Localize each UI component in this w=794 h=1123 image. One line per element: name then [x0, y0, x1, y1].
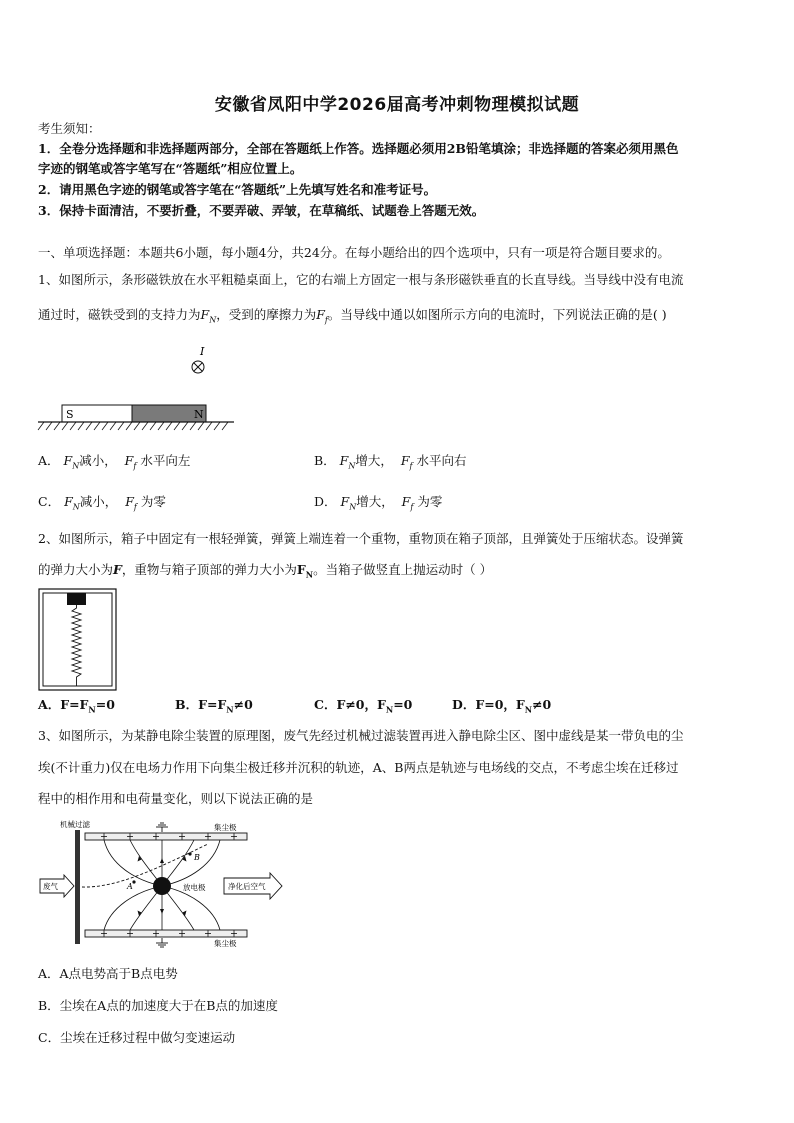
- point-b-label: B: [194, 853, 200, 862]
- q1-option-a[interactable]: [38, 452, 190, 476]
- notice-item-2: 2．请用黑色字迹的钢笔或答字笔在“答题纸”上先填写姓名和准考证号。: [38, 182, 437, 197]
- q3-option-c[interactable]: C．尘埃在迁移过程中做匀变速运动: [38, 1030, 236, 1045]
- magnet-n-label: N: [194, 408, 204, 421]
- option-text-2: 水平向右: [416, 453, 467, 468]
- option-text-1: 减小，: [79, 453, 117, 468]
- filter-label: 机械过滤: [60, 820, 90, 829]
- option-text: D．F=0，F: [452, 697, 525, 712]
- option-text-2: 为零: [140, 494, 166, 509]
- collector-top-label: 集尘极: [214, 823, 237, 832]
- q3-precipitator-figure: [38, 818, 288, 952]
- notice-item-1-cont: 字迹的钢笔或答字笔写在“答题纸”相应位置上。: [38, 161, 303, 176]
- q2-line2-b: ，重物与箱子顶部的弹力大小为: [121, 562, 297, 577]
- notice-item-1: 1．全卷分选择题和非选择题两部分，全部在答题纸上作答。选择题必须用2B铅笔填涂；非选择题的答案必须用黑色: [38, 141, 679, 156]
- option-text: A．F=F: [38, 697, 89, 712]
- ff-sub: f: [410, 502, 414, 512]
- ff-symbol: F: [401, 494, 411, 509]
- fn-symbol: F: [340, 494, 350, 509]
- q3-line3: 程中的相作用和电荷量变化，则以下说法正确的是: [38, 791, 314, 806]
- fn-sub: N: [348, 461, 356, 471]
- option-letter: B．: [314, 453, 336, 468]
- q2-line2-c: 。当箱子做竖直上抛运动时（ ）: [313, 562, 493, 577]
- option-text-2: 水平向左: [140, 453, 191, 468]
- magnet-s-label: S: [66, 408, 74, 421]
- option-tail: ≠0: [233, 697, 253, 712]
- q3-line2: 埃(不计重力)仅在电场力作用下向集尘极迁移并沉积的轨迹，A、B两点是轨迹与电场线的交点，不考虑尘埃在迁移过: [38, 760, 679, 775]
- q3-line1: 3、如图所示，为某静电除尘装置的原理图，废气先经过机械过滤装置再进入静电除尘区、图中虚线是某一带负电的尘: [38, 728, 684, 743]
- q2-option-b[interactable]: [175, 696, 253, 719]
- point-a-marker: [132, 880, 135, 883]
- q1-option-c[interactable]: [38, 493, 166, 517]
- q2-box-figure: [38, 588, 118, 692]
- option-letter: A．: [38, 453, 60, 468]
- q3-option-b[interactable]: B．尘埃在A点的加速度大于在B点的加速度: [38, 998, 278, 1013]
- fn-sub: N: [72, 461, 80, 471]
- q1-option-b[interactable]: [314, 452, 466, 476]
- current-label: I: [200, 345, 205, 358]
- ff-symbol: F: [400, 453, 410, 468]
- option-text: C．F≠0，F: [314, 697, 386, 712]
- option-letter: D．: [314, 494, 337, 509]
- ff-sub: f: [133, 461, 137, 471]
- option-tail: ≠0: [532, 697, 552, 712]
- q2-option-d[interactable]: [452, 696, 551, 719]
- option-text-2: 为零: [417, 494, 443, 509]
- option-sub: N: [385, 704, 394, 715]
- discharge-electrode: [153, 877, 171, 895]
- point-b-marker: [188, 852, 191, 855]
- weight-block: [67, 593, 86, 605]
- q3-option-a[interactable]: A．A点电势高于B点电势: [38, 966, 178, 981]
- fn-symbol: F: [339, 453, 349, 468]
- notice-heading: 考生须知：: [38, 121, 101, 136]
- ff-symbol: F: [125, 494, 134, 509]
- q2-line1: 2、如图所示，箱子中固定有一根轻弹簧，弹簧上端连着一个重物，重物顶在箱子顶部，且弹簧处于压缩状态。设弹簧: [38, 531, 684, 546]
- ground-bottom-icon: [156, 938, 168, 947]
- q2-line2-a: 的弹力大小为: [38, 562, 114, 577]
- q1-ff-symbol: F: [316, 307, 325, 322]
- section-heading: 一、单项选择题：本题共6小题，每小题4分，共24分。在每小题给出的四个选项中，只有一项是符合题目要求的。: [38, 245, 670, 260]
- option-sub: N: [226, 704, 234, 715]
- q2-fn-sub: N: [305, 569, 314, 580]
- option-sub: N: [524, 704, 533, 715]
- point-a-label: A: [127, 882, 133, 891]
- q1-magnet-figure: [36, 342, 246, 436]
- q1-line2-b: ，受到的摩擦力为: [216, 307, 317, 322]
- q2-option-a[interactable]: [38, 696, 115, 719]
- fn-sub: N: [349, 502, 357, 512]
- inlet-label: 废气: [43, 882, 58, 891]
- option-tail: =0: [393, 697, 413, 712]
- q1-line2: [38, 306, 667, 330]
- mechanical-filter: [75, 830, 80, 944]
- option-sub: N: [88, 704, 96, 715]
- fn-sub: N: [72, 502, 80, 512]
- spring: [72, 605, 81, 686]
- fn-symbol: F: [64, 494, 73, 509]
- option-text-1: 减小，: [79, 494, 118, 509]
- q1-line2-c: 。当导线中通以如图所示方向的电流时，下列说法正确的是( ): [327, 307, 667, 322]
- ground-top-icon: [156, 823, 168, 832]
- fn-symbol: F: [63, 453, 73, 468]
- option-tail: =0: [95, 697, 115, 712]
- outlet-label: 净化后空气: [228, 882, 266, 891]
- electrode-label: 放电极: [183, 883, 206, 892]
- q2-line2: [38, 561, 492, 584]
- option-text: B．F=F: [175, 697, 227, 712]
- option-text-1: 增大，: [355, 453, 393, 468]
- ff-symbol: F: [124, 453, 134, 468]
- q1-fn-sub: N: [209, 315, 217, 325]
- q1-line2-a: 通过时，磁铁受到的支持力为: [38, 307, 201, 322]
- q2-fn-symbol: F: [296, 562, 306, 577]
- q1-option-d[interactable]: [314, 493, 442, 517]
- option-text-1: 增大，: [356, 494, 394, 509]
- collector-bottom-label: 集尘极: [214, 939, 237, 948]
- q1-fn-symbol: F: [200, 307, 210, 322]
- q1-ff-sub: f: [324, 315, 328, 325]
- ff-sub: f: [133, 502, 137, 512]
- q2-option-c[interactable]: [314, 696, 412, 719]
- q1-line1: 1、如图所示，条形磁铁放在水平粗糙桌面上，它的右端上方固定一根与条形磁铁垂直的长直导线。当导线中没有电流: [38, 272, 684, 287]
- ff-sub: f: [409, 461, 413, 471]
- notice-item-3: 3．保持卡面清洁，不要折叠，不要弄破、弄皱，在草稿纸、试题卷上答题无效。: [38, 203, 485, 218]
- current-into-page-icon: [192, 361, 204, 373]
- collector-plate-top: [85, 833, 247, 840]
- page-title: 安徽省凤阳中学2026届高考冲刺物理模拟试题: [214, 95, 580, 115]
- table-hatching: [38, 422, 228, 430]
- option-letter: C．: [38, 494, 61, 509]
- collector-plate-bottom: [85, 930, 247, 937]
- q2-f-symbol: F: [113, 562, 122, 577]
